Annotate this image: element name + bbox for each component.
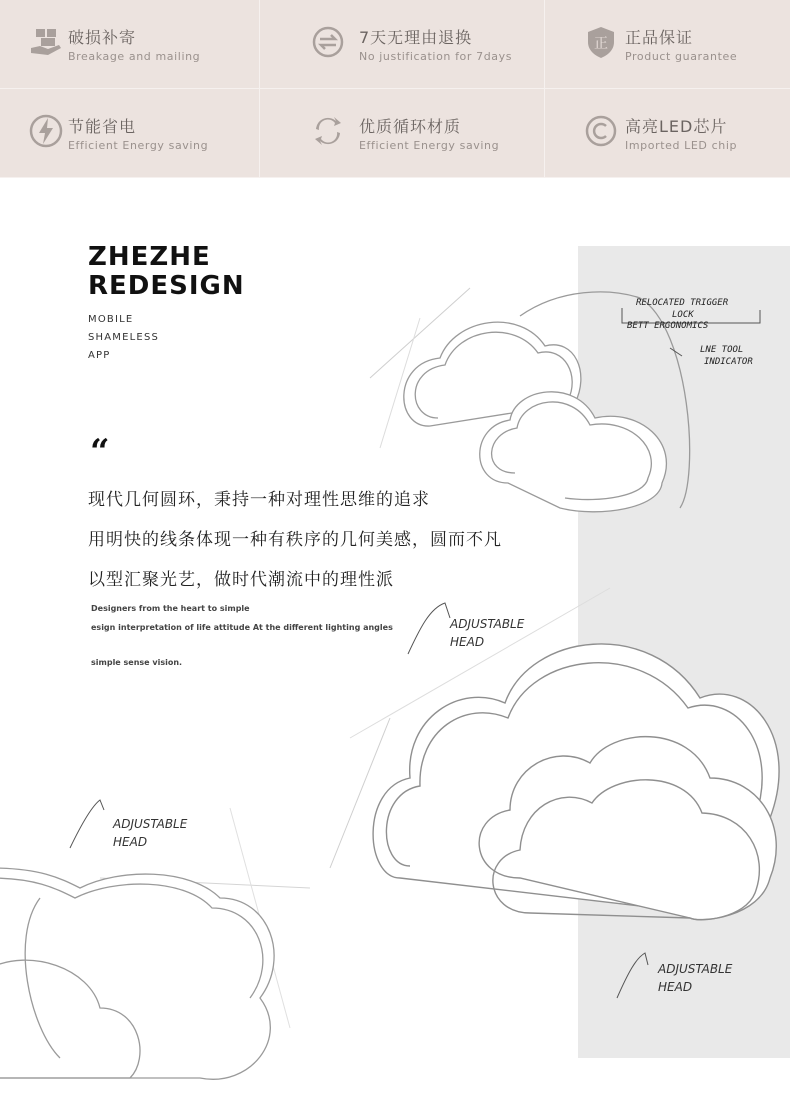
feature-strip	[0, 0, 790, 178]
adjustable-text: ADJUSTABLE	[113, 817, 188, 831]
feature-title: 节能省电	[68, 117, 137, 136]
feature-subtitle: No justification for 7days	[359, 50, 513, 63]
feature-subtitle: Product guarantee	[625, 50, 738, 63]
shield-badge-text: 正	[594, 36, 608, 52]
note-relocated-trigger: RELOCATED TRIGGER	[636, 298, 729, 308]
feature-return	[260, 0, 545, 89]
note-line-tool: LNE TOOL	[700, 345, 744, 355]
cn-line-2: 用明快的线条体现一种有秩序的几何美感，圆而不凡	[88, 530, 502, 550]
feature-title: 正品保证	[625, 28, 694, 47]
en-line-3: simple sense vision.	[91, 658, 183, 667]
feature-subtitle: Efficient Energy saving	[359, 139, 500, 152]
feature-subtitle: Efficient Energy saving	[68, 139, 209, 152]
head-text: HEAD	[658, 980, 693, 994]
feature-title: 高亮LED芯片	[625, 117, 728, 136]
note-ergonomics: BETT ERGONOMICS	[627, 321, 709, 331]
en-line-1: Designers from the heart to simple	[91, 604, 250, 613]
feature-material	[260, 89, 545, 178]
exchange-icon	[310, 24, 346, 60]
adjustable-head-label-1	[450, 615, 524, 651]
adjustable-head-label-3	[658, 960, 732, 996]
package-hand-icon	[28, 24, 64, 60]
quote-mark: “	[90, 432, 110, 472]
adjustable-text: ADJUSTABLE	[658, 962, 733, 976]
lightning-icon	[28, 113, 64, 149]
note-indicator: INDICATOR	[704, 357, 753, 367]
head-text: HEAD	[113, 835, 148, 849]
en-line-2: esign interpretation of life attitude At the different lighting angles	[91, 623, 393, 632]
feature-title: 破损补寄	[68, 28, 137, 47]
feature-title: 7天无理由退换	[359, 28, 473, 47]
hero-sub-app: APP	[88, 350, 111, 361]
cn-line-1: 现代几何圆环，秉持一种对理性思维的追求	[88, 490, 430, 510]
hero-title-line2: REDESIGN	[88, 271, 245, 301]
feature-breakage	[0, 0, 260, 89]
hero-title	[88, 243, 245, 301]
feature-guarantee	[545, 0, 790, 89]
feature-led	[545, 89, 790, 178]
hero-sub-shameless: SHAMELESS	[88, 332, 160, 343]
hero-title-line1: ZHEZHE	[88, 242, 211, 272]
adjustable-text: ADJUSTABLE	[450, 617, 525, 631]
head-text: HEAD	[450, 635, 485, 649]
hero-sub-mobile: MOBILE	[88, 314, 134, 325]
shield-icon	[583, 24, 619, 60]
cn-line-3: 以型汇聚光艺，做时代潮流中的理性派	[88, 570, 394, 590]
note-lock: LOCK	[672, 310, 694, 320]
feature-energy	[0, 89, 260, 178]
recycle-icon	[310, 113, 346, 149]
copyright-icon	[583, 113, 619, 149]
adjustable-head-label-2	[113, 815, 187, 851]
feature-subtitle: Imported LED chip	[625, 139, 738, 152]
left-cloud-lamp	[0, 868, 274, 1079]
feature-title: 优质循环材质	[359, 117, 462, 136]
main-cloud-lamp	[373, 644, 779, 920]
feature-subtitle: Breakage and mailing	[68, 50, 201, 63]
